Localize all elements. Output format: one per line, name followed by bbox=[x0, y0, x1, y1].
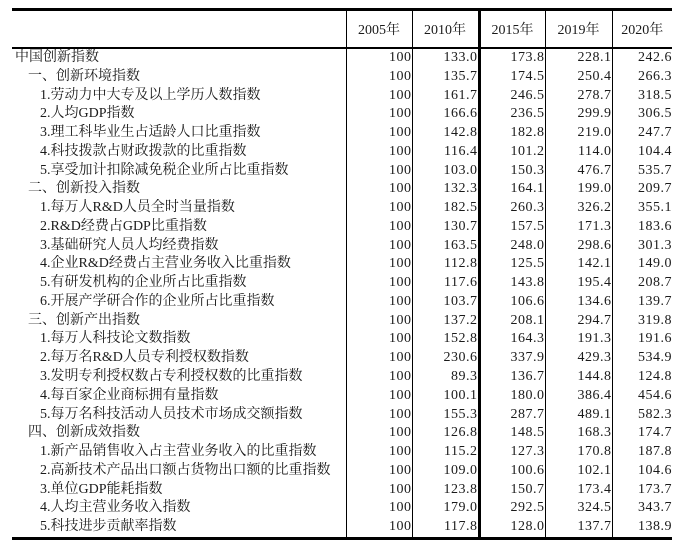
cell-value: 242.6 bbox=[612, 48, 672, 68]
row-label: 2.每万名R&D人员专利授权数指数 bbox=[40, 350, 249, 366]
cell-value: 150.7 bbox=[479, 481, 545, 500]
table-body bbox=[12, 48, 672, 538]
cell-value: 174.7 bbox=[612, 424, 672, 443]
cell-value: 582.3 bbox=[612, 406, 672, 425]
cell-value: 100 bbox=[346, 48, 412, 68]
cell-value: 248.0 bbox=[479, 237, 545, 256]
row-label: 5.享受加计扣除减免税企业所占比重指数 bbox=[40, 162, 289, 178]
column-header-year: 2010年 bbox=[412, 10, 479, 49]
table-row bbox=[12, 499, 672, 518]
cell-value: 266.3 bbox=[612, 68, 672, 87]
cell-value: 219.0 bbox=[545, 124, 612, 143]
cell-value: 208.7 bbox=[612, 274, 672, 293]
cell-value: 152.8 bbox=[412, 330, 479, 349]
cell-value: 166.6 bbox=[412, 105, 479, 124]
row-label: 四、创新成效指数 bbox=[28, 425, 140, 441]
cell-value: 100 bbox=[346, 406, 412, 425]
cell-value: 100 bbox=[346, 124, 412, 143]
cell-value: 116.4 bbox=[412, 143, 479, 162]
table-row bbox=[12, 293, 672, 312]
cell-value: 191.6 bbox=[612, 330, 672, 349]
cell-value: 100 bbox=[346, 424, 412, 443]
cell-value: 142.8 bbox=[412, 124, 479, 143]
cell-value: 429.3 bbox=[545, 349, 612, 368]
cell-value: 103.7 bbox=[412, 293, 479, 312]
cell-value: 133.0 bbox=[412, 48, 479, 68]
cell-value: 112.8 bbox=[412, 255, 479, 274]
row-label: 中国创新指数 bbox=[15, 50, 99, 65]
column-header-year: 2015年 bbox=[479, 10, 545, 49]
cell-value: 180.0 bbox=[479, 387, 545, 406]
cell-value: 100 bbox=[346, 274, 412, 293]
row-label: 5.有研发机构的企业所占比重指数 bbox=[40, 275, 247, 291]
table-row bbox=[12, 518, 672, 538]
table-row bbox=[12, 87, 672, 106]
cell-value: 114.0 bbox=[545, 143, 612, 162]
cell-value: 534.9 bbox=[612, 349, 672, 368]
cell-value: 137.7 bbox=[545, 518, 612, 538]
table-row bbox=[12, 218, 672, 237]
cell-value: 125.5 bbox=[479, 255, 545, 274]
table-row bbox=[12, 349, 672, 368]
cell-value: 104.6 bbox=[612, 462, 672, 481]
cell-value: 106.6 bbox=[479, 293, 545, 312]
cell-value: 100 bbox=[346, 293, 412, 312]
row-label: 1.每万人R&D人员全时当量指数 bbox=[40, 200, 235, 216]
row-label: 2.高新技术产品出口额占货物出口额的比重指数 bbox=[40, 462, 331, 478]
table-row bbox=[12, 124, 672, 143]
cell-value: 128.0 bbox=[479, 518, 545, 538]
table-row bbox=[12, 143, 672, 162]
cell-value: 100 bbox=[346, 199, 412, 218]
cell-value: 100 bbox=[346, 162, 412, 181]
row-label: 5.每万名科技活动人员技术市场成交额指数 bbox=[40, 406, 303, 422]
cell-value: 454.6 bbox=[612, 387, 672, 406]
header-row bbox=[12, 10, 672, 49]
cell-value: 228.1 bbox=[545, 48, 612, 68]
cell-value: 187.8 bbox=[612, 443, 672, 462]
cell-value: 135.7 bbox=[412, 68, 479, 87]
cell-value: 170.8 bbox=[545, 443, 612, 462]
cell-value: 124.8 bbox=[612, 368, 672, 387]
row-label: 三、创新产出指数 bbox=[28, 312, 140, 328]
column-header-year: 2019年 bbox=[545, 10, 612, 49]
row-label: 二、创新投入指数 bbox=[28, 181, 140, 197]
cell-value: 100 bbox=[346, 387, 412, 406]
cell-value: 164.1 bbox=[479, 180, 545, 199]
table-row bbox=[12, 443, 672, 462]
table-row bbox=[12, 368, 672, 387]
row-label: 4.企业R&D经费占主营业务收入比重指数 bbox=[40, 256, 291, 272]
row-label: 3.发明专利授权数占专利授权数的比重指数 bbox=[40, 369, 303, 385]
cell-value: 182.8 bbox=[479, 124, 545, 143]
cell-value: 100 bbox=[346, 443, 412, 462]
cell-value: 100 bbox=[346, 218, 412, 237]
cell-value: 208.1 bbox=[479, 312, 545, 331]
cell-value: 173.4 bbox=[545, 481, 612, 500]
cell-value: 319.8 bbox=[612, 312, 672, 331]
cell-value: 148.5 bbox=[479, 424, 545, 443]
cell-value: 123.8 bbox=[412, 481, 479, 500]
cell-value: 149.0 bbox=[612, 255, 672, 274]
cell-value: 355.1 bbox=[612, 199, 672, 218]
cell-value: 292.5 bbox=[479, 499, 545, 518]
cell-value: 100 bbox=[346, 87, 412, 106]
row-label: 3.理工科毕业生占适龄人口比重指数 bbox=[40, 125, 261, 141]
cell-value: 199.0 bbox=[545, 180, 612, 199]
cell-value: 182.5 bbox=[412, 199, 479, 218]
cell-value: 127.3 bbox=[479, 443, 545, 462]
cell-value: 139.7 bbox=[612, 293, 672, 312]
cell-value: 100 bbox=[346, 255, 412, 274]
cell-value: 236.5 bbox=[479, 105, 545, 124]
cell-value: 102.1 bbox=[545, 462, 612, 481]
cell-value: 173.8 bbox=[479, 48, 545, 68]
cell-value: 247.7 bbox=[612, 124, 672, 143]
cell-value: 100 bbox=[346, 330, 412, 349]
cell-value: 100.1 bbox=[412, 387, 479, 406]
cell-value: 318.5 bbox=[612, 87, 672, 106]
cell-value: 294.7 bbox=[545, 312, 612, 331]
cell-value: 209.7 bbox=[612, 180, 672, 199]
cell-value: 100 bbox=[346, 481, 412, 500]
cell-value: 250.4 bbox=[545, 68, 612, 87]
china-innovation-index-table bbox=[12, 8, 672, 540]
table-row bbox=[12, 312, 672, 331]
cell-value: 100 bbox=[346, 518, 412, 538]
cell-value: 117.6 bbox=[412, 274, 479, 293]
cell-value: 230.6 bbox=[412, 349, 479, 368]
cell-value: 104.4 bbox=[612, 143, 672, 162]
row-label: 3.单位GDP能耗指数 bbox=[40, 481, 163, 497]
table-row bbox=[12, 387, 672, 406]
cell-value: 163.5 bbox=[412, 237, 479, 256]
cell-value: 100 bbox=[346, 368, 412, 387]
cell-value: 126.8 bbox=[412, 424, 479, 443]
cell-value: 301.3 bbox=[612, 237, 672, 256]
cell-value: 103.0 bbox=[412, 162, 479, 181]
cell-value: 337.9 bbox=[479, 349, 545, 368]
cell-value: 100 bbox=[346, 349, 412, 368]
row-label: 1.每万人科技论文数指数 bbox=[40, 331, 191, 347]
table-container bbox=[12, 8, 672, 540]
row-label: 5.科技进步贡献率指数 bbox=[40, 519, 177, 535]
cell-value: 195.4 bbox=[545, 274, 612, 293]
table-row bbox=[12, 180, 672, 199]
row-label: 4.科技拨款占财政拨款的比重指数 bbox=[40, 143, 247, 159]
row-label: 3.基础研究人员人均经费指数 bbox=[40, 237, 219, 253]
corner-header-cell bbox=[12, 10, 346, 49]
cell-value: 130.7 bbox=[412, 218, 479, 237]
table-row bbox=[12, 481, 672, 500]
cell-value: 89.3 bbox=[412, 368, 479, 387]
table-row bbox=[12, 162, 672, 181]
cell-value: 168.3 bbox=[545, 424, 612, 443]
cell-value: 142.1 bbox=[545, 255, 612, 274]
cell-value: 100 bbox=[346, 499, 412, 518]
cell-value: 343.7 bbox=[612, 499, 672, 518]
cell-value: 287.7 bbox=[479, 406, 545, 425]
cell-value: 100 bbox=[346, 312, 412, 331]
table-row bbox=[12, 199, 672, 218]
cell-value: 179.0 bbox=[412, 499, 479, 518]
cell-value: 171.3 bbox=[545, 218, 612, 237]
cell-value: 100 bbox=[346, 462, 412, 481]
cell-value: 278.7 bbox=[545, 87, 612, 106]
cell-value: 246.5 bbox=[479, 87, 545, 106]
table-row bbox=[12, 406, 672, 425]
row-label: 6.开展产学研合作的企业所占比重指数 bbox=[40, 293, 275, 309]
table-row bbox=[12, 330, 672, 349]
cell-value: 155.3 bbox=[412, 406, 479, 425]
cell-value: 183.6 bbox=[612, 218, 672, 237]
cell-value: 100 bbox=[346, 143, 412, 162]
row-label: 4.每百家企业商标拥有量指数 bbox=[40, 387, 219, 403]
table-row bbox=[12, 68, 672, 87]
cell-value: 298.6 bbox=[545, 237, 612, 256]
column-header-year: 2020年 bbox=[612, 10, 672, 49]
cell-value: 161.7 bbox=[412, 87, 479, 106]
cell-value: 143.8 bbox=[479, 274, 545, 293]
row-label: 1.新产品销售收入占主营业务收入的比重指数 bbox=[40, 444, 317, 460]
cell-value: 100 bbox=[346, 180, 412, 199]
cell-value: 101.2 bbox=[479, 143, 545, 162]
cell-value: 144.8 bbox=[545, 368, 612, 387]
cell-value: 157.5 bbox=[479, 218, 545, 237]
table-row bbox=[12, 48, 672, 68]
cell-value: 326.2 bbox=[545, 199, 612, 218]
row-label: 4.人均主营业务收入指数 bbox=[40, 500, 191, 516]
cell-value: 150.3 bbox=[479, 162, 545, 181]
table-row bbox=[12, 237, 672, 256]
row-label: 一、创新环境指数 bbox=[28, 68, 140, 84]
cell-value: 476.7 bbox=[545, 162, 612, 181]
cell-value: 100 bbox=[346, 68, 412, 87]
table-row bbox=[12, 255, 672, 274]
cell-value: 535.7 bbox=[612, 162, 672, 181]
cell-value: 260.3 bbox=[479, 199, 545, 218]
table-row bbox=[12, 462, 672, 481]
row-label: 1.劳动力中大专及以上学历人数指数 bbox=[40, 87, 261, 103]
row-label: 2.人均GDP指数 bbox=[40, 106, 135, 122]
cell-value: 306.5 bbox=[612, 105, 672, 124]
cell-value: 109.0 bbox=[412, 462, 479, 481]
cell-value: 115.2 bbox=[412, 443, 479, 462]
table-row bbox=[12, 424, 672, 443]
cell-value: 117.8 bbox=[412, 518, 479, 538]
cell-value: 137.2 bbox=[412, 312, 479, 331]
cell-value: 174.5 bbox=[479, 68, 545, 87]
cell-value: 132.3 bbox=[412, 180, 479, 199]
cell-value: 386.4 bbox=[545, 387, 612, 406]
cell-value: 100 bbox=[346, 105, 412, 124]
cell-value: 136.7 bbox=[479, 368, 545, 387]
cell-value: 324.5 bbox=[545, 499, 612, 518]
cell-value: 164.3 bbox=[479, 330, 545, 349]
cell-value: 134.6 bbox=[545, 293, 612, 312]
cell-value: 138.9 bbox=[612, 518, 672, 538]
cell-value: 299.9 bbox=[545, 105, 612, 124]
cell-value: 100 bbox=[346, 237, 412, 256]
cell-value: 489.1 bbox=[545, 406, 612, 425]
cell-value: 191.3 bbox=[545, 330, 612, 349]
cell-value: 173.7 bbox=[612, 481, 672, 500]
table-row bbox=[12, 274, 672, 293]
row-label: 2.R&D经费占GDP比重指数 bbox=[40, 218, 207, 234]
table-row bbox=[12, 105, 672, 124]
column-header-year: 2005年 bbox=[346, 10, 412, 49]
cell-value: 100.6 bbox=[479, 462, 545, 481]
